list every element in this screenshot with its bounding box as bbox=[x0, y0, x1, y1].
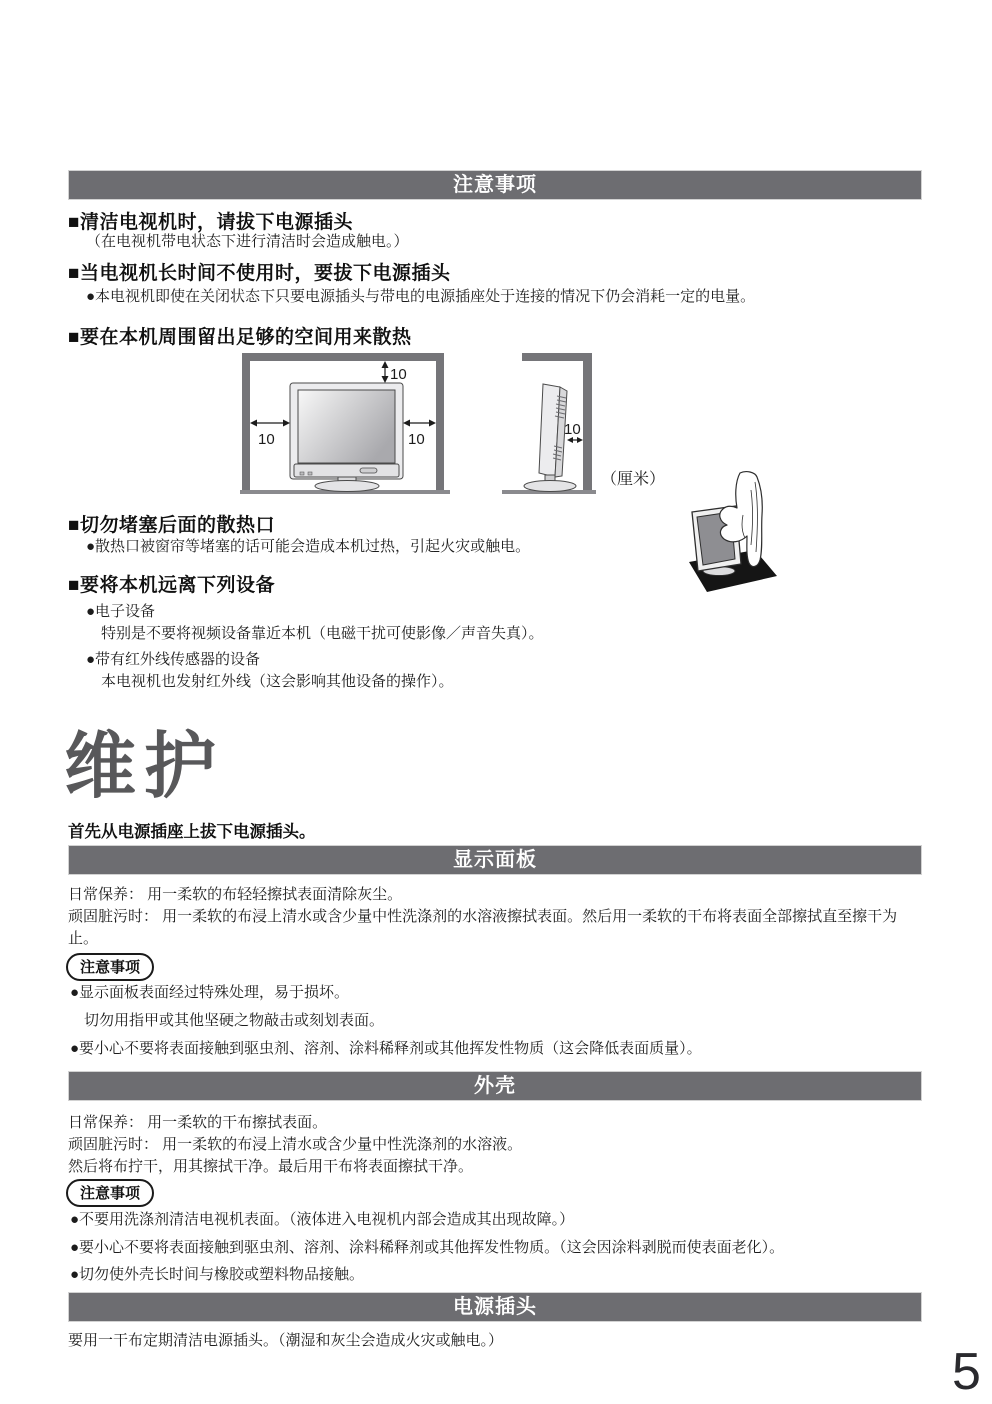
clearance-diagram bbox=[240, 350, 660, 498]
cabinet-note-bullet-2: ●要小心不要将表面接触到驱虫剂、溶剂、涂料稀释剂或其他挥发性物质。（这会因涂料剥脱而使表面老化）。 bbox=[70, 1239, 785, 1256]
panel-note-pill: 注意事项 bbox=[66, 953, 154, 981]
section-bar-precautions bbox=[68, 170, 922, 200]
heading-ventilation-space: ■要在本机周围留出足够的空间用来散热 bbox=[68, 327, 412, 348]
bullet-vent-blocked: ●散热口被窗帘等堵塞的话可能会造成本机过热，引起火灾或触电。 bbox=[86, 538, 531, 555]
bullet-electronic-devices-note: 特别是不要将视频设备靠近本机（电磁干扰可使影像／声音失真）。 bbox=[101, 625, 544, 642]
page-number: 5 bbox=[952, 1343, 981, 1401]
section-bar-display-panel bbox=[68, 845, 922, 875]
section-bar-display-panel-label: 显示面板 bbox=[453, 849, 537, 871]
cabinet-note-bullet-3: ●切勿使外壳长时间与橡胶或塑料物品接触。 bbox=[70, 1266, 365, 1283]
cabinet-daily-care: 日常保养： 用一柔软的干布擦拭表面。 bbox=[68, 1114, 328, 1131]
heading-unplug-when-cleaning-note: （在电视机带电状态下进行清洁时会造成触电。） bbox=[86, 233, 409, 250]
bullet-electronic-devices: ●电子设备 bbox=[86, 603, 156, 620]
section-bar-power-plug-label: 电源插头 bbox=[453, 1296, 537, 1318]
plug-care-text: 要用一干布定期清洁电源插头。（潮湿和灰尘会造成火灾或触电。） bbox=[68, 1332, 504, 1349]
heading-unplug-long-unused: ■当电视机长时间不使用时，要拔下电源插头 bbox=[68, 263, 451, 284]
right-clearance-label: 10 bbox=[408, 431, 425, 448]
side-clearance-label: 10 bbox=[564, 421, 581, 438]
cabinet-note-bullet-1: ●不要用洗涤剂清洁电视机表面。（液体进入电视机内部会造成其出现故障。） bbox=[70, 1211, 575, 1228]
tv-wipe-illustration bbox=[683, 470, 793, 600]
tv-front-view bbox=[290, 383, 403, 492]
page-title-maintenance: 维护 bbox=[64, 727, 225, 807]
top-clearance-label: 10 bbox=[390, 366, 407, 383]
cabinet-stubborn-dirt: 顽固脏污时： 用一柔软的布浸上清水或含少量中性洗涤剂的水溶液。 bbox=[68, 1136, 523, 1153]
panel-note-bullet-2: ●要小心不要将表面接触到驱虫剂、溶剂、涂料稀释剂或其他挥发性物质（这会降低表面质量）。 bbox=[70, 1040, 702, 1057]
panel-stubborn-dirt: 顽固脏污时： 用一柔软的布浸上清水或含少量中性洗涤剂的水溶液擦拭表面。然后用一柔软的干布将表面全部擦拭直至擦干为止。 bbox=[68, 908, 898, 947]
heading-unplug-when-cleaning: ■清洁电视机时，请拔下电源插头 bbox=[68, 212, 353, 233]
left-clearance-label: 10 bbox=[258, 431, 275, 448]
bullet-standby-power: ●本电视机即使在关闭状态下只要电源插头与带电的电源插座处于连接的情况下仍会消耗一定的电量。 bbox=[86, 288, 756, 305]
panel-note-bullet-1: ●显示面板表面经过特殊处理，易于损坏。 bbox=[70, 984, 350, 1001]
cabinet-note-pill: 注意事项 bbox=[66, 1179, 154, 1207]
section-bar-cabinet bbox=[68, 1071, 922, 1101]
panel-note-bullet-1-sub: 切勿用指甲或其他坚硬之物敲击或刻划表面。 bbox=[84, 1012, 385, 1029]
clearance-unit-label: （厘米） bbox=[601, 471, 666, 488]
section-bar-cabinet-label: 外壳 bbox=[474, 1075, 516, 1097]
bullet-infrared-devices: ●带有红外线传感器的设备 bbox=[86, 651, 261, 668]
section-bar-power-plug bbox=[68, 1292, 922, 1322]
panel-daily-care: 日常保养： 用一柔软的布轻轻擦拭表面清除灰尘。 bbox=[68, 886, 403, 903]
maintenance-lead: 首先从电源插座上拔下电源插头。 bbox=[68, 823, 316, 841]
cabinet-then-wipe: 然后将布拧干，用其擦拭干净。最后用干布将表面擦拭干净。 bbox=[68, 1158, 474, 1175]
heading-dont-block-vents: ■切勿堵塞后面的散热口 bbox=[68, 515, 275, 536]
heading-keep-away-devices: ■要将本机远离下列设备 bbox=[68, 575, 275, 596]
section-bar-precautions-label: 注意事项 bbox=[453, 174, 537, 196]
bullet-infrared-devices-note: 本电视机也发射红外线（这会影响其他设备的操作）。 bbox=[101, 673, 454, 690]
